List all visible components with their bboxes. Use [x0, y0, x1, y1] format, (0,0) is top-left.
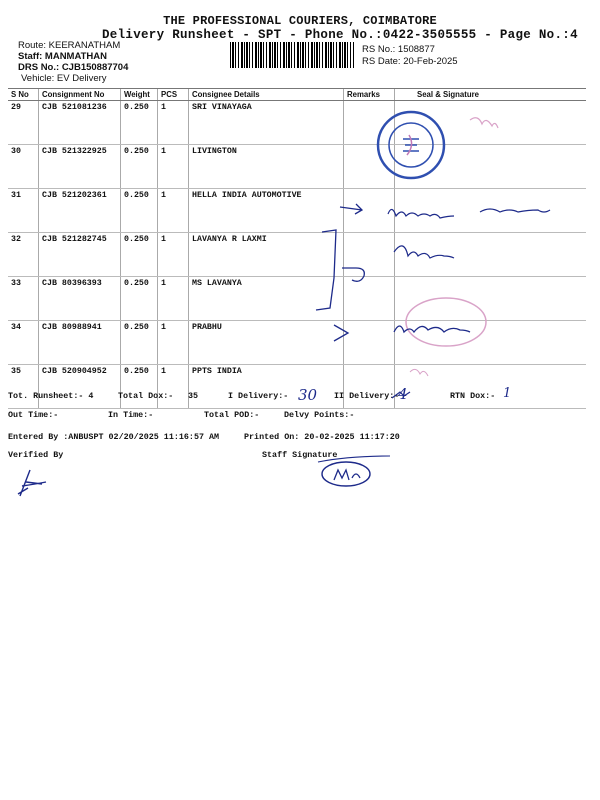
rs-date-label: RS Date: — [362, 56, 401, 67]
ii-delivery-handwritten: 4 — [398, 385, 408, 403]
drs-label: DRS No.: — [18, 62, 60, 73]
staff-signature-mark — [318, 456, 390, 486]
faint-scribble — [470, 118, 498, 128]
signature-row34 — [394, 326, 470, 332]
row-sno: 29 — [8, 101, 39, 145]
tot-runsheet: Tot. Runsheet:- 4 — [8, 391, 94, 401]
total-dox-label: Total Dox:- — [118, 391, 174, 401]
row-pcs: 1 — [158, 321, 189, 365]
row-sno: 30 — [8, 145, 39, 189]
verified-signature — [18, 470, 46, 496]
total-pod: Total POD:- — [204, 410, 260, 420]
bracket-mark — [342, 268, 364, 281]
in-time: In Time:- — [108, 410, 154, 420]
row-consignment-no: CJB 521081236 — [39, 101, 121, 145]
ii-delivery-scribble — [392, 392, 410, 398]
verified-by: Verified By — [8, 450, 64, 460]
i-delivery-label: I Delivery:- — [228, 391, 289, 401]
row-consignment-no: CJB 520904952 — [39, 365, 121, 409]
rs-no-value: 1508877 — [397, 44, 435, 55]
row-consignee: HELLA INDIA AUTOMOTIVE — [189, 189, 344, 233]
col-consignee: Consignee Details — [189, 89, 344, 101]
row-weight: 0.250 — [121, 189, 158, 233]
row-consignee: SRI VINAYAGA — [189, 101, 344, 145]
out-time: Out Time:- — [8, 410, 59, 420]
signature-row32 — [394, 246, 454, 258]
col-consignment: Consignment No — [39, 89, 121, 101]
row-weight: 0.250 — [121, 101, 158, 145]
row-consignee: LIVINGTON — [189, 145, 344, 189]
row-sno: 31 — [8, 189, 39, 233]
row-weight: 0.250 — [121, 365, 158, 409]
vehicle-value: EV Delivery — [56, 73, 107, 84]
col-seal-signature: Seal & Signature — [395, 89, 587, 101]
row-pcs: 1 — [158, 277, 189, 321]
row-consignee: MS LAVANYA — [189, 277, 344, 321]
staff-value: MANMATHAN — [44, 51, 108, 62]
row-pcs: 1 — [158, 365, 189, 409]
col-sno: S No — [8, 89, 39, 101]
row-pcs: 1 — [158, 145, 189, 189]
company-title: THE PROFESSIONAL COURIERS, COIMBATORE — [163, 14, 437, 28]
vehicle-label: Vehicle: — [21, 73, 55, 84]
row-pcs: 1 — [158, 189, 189, 233]
row-consignee: PRABHU — [189, 321, 344, 365]
faint-stamp — [406, 298, 486, 346]
row-consignee: LAVANYA R LAXMI — [189, 233, 344, 277]
drs-value: CJB150887704 — [61, 62, 129, 73]
i-delivery-handwritten: 30 — [298, 386, 318, 404]
row-consignment-no: CJB 521322925 — [39, 145, 121, 189]
row-sno: 35 — [8, 365, 39, 409]
staff-label: Staff: — [18, 51, 43, 62]
rtn-dox-label: RTN Dox:- — [450, 391, 496, 401]
row-sno: 34 — [8, 321, 39, 365]
row-sno: 33 — [8, 277, 39, 321]
row-consignment-no: CJB 521202361 — [39, 189, 121, 233]
col-pcs: PCS — [158, 89, 189, 101]
row-weight: 0.250 — [121, 233, 158, 277]
ii-delivery-label: II Delivery:- — [334, 391, 400, 401]
row-weight: 0.250 — [121, 321, 158, 365]
bracket-mark — [316, 230, 336, 310]
col-weight: Weight — [121, 89, 158, 101]
row-weight: 0.250 — [121, 145, 158, 189]
entered-by: Entered By :ANBUSPT 02/20/2025 11:16:57 AM — [8, 432, 220, 442]
route-value: KEERANATHAM — [48, 40, 121, 51]
faint-scribble — [410, 369, 428, 376]
rs-date-value: 20-Feb-2025 — [403, 56, 458, 67]
row-pcs: 1 — [158, 101, 189, 145]
row-consignment-no: CJB 521282745 — [39, 233, 121, 277]
arrow-mark — [334, 325, 348, 341]
row-consignment-no: CJB 80396393 — [39, 277, 121, 321]
arrow-mark — [340, 204, 362, 214]
row-consignment-no: CJB 80988941 — [39, 321, 121, 365]
printed-on: Printed On: 20-02-2025 11:17:20 — [244, 432, 400, 442]
staff-signature-label: Staff Signature — [262, 450, 338, 460]
rtn-dox-handwritten: 1 — [503, 386, 512, 401]
runsheet-subtitle: Delivery Runsheet - SPT - Phone No.:0422-3505555 - Page No.:4 — [102, 28, 578, 42]
signature-row31 — [388, 209, 550, 218]
route-label: Route: — [18, 40, 46, 51]
rs-no-label: RS No.: — [362, 44, 396, 55]
col-remarks: Remarks — [344, 89, 395, 101]
row-consignee: PPTS INDIA — [189, 365, 344, 409]
row-sno: 32 — [8, 233, 39, 277]
seal-stamp — [378, 112, 444, 178]
total-dox-value: 35 — [188, 391, 199, 401]
delvy-points: Delvy Points:- — [284, 410, 355, 420]
row-weight: 0.250 — [121, 277, 158, 321]
row-pcs: 1 — [158, 233, 189, 277]
